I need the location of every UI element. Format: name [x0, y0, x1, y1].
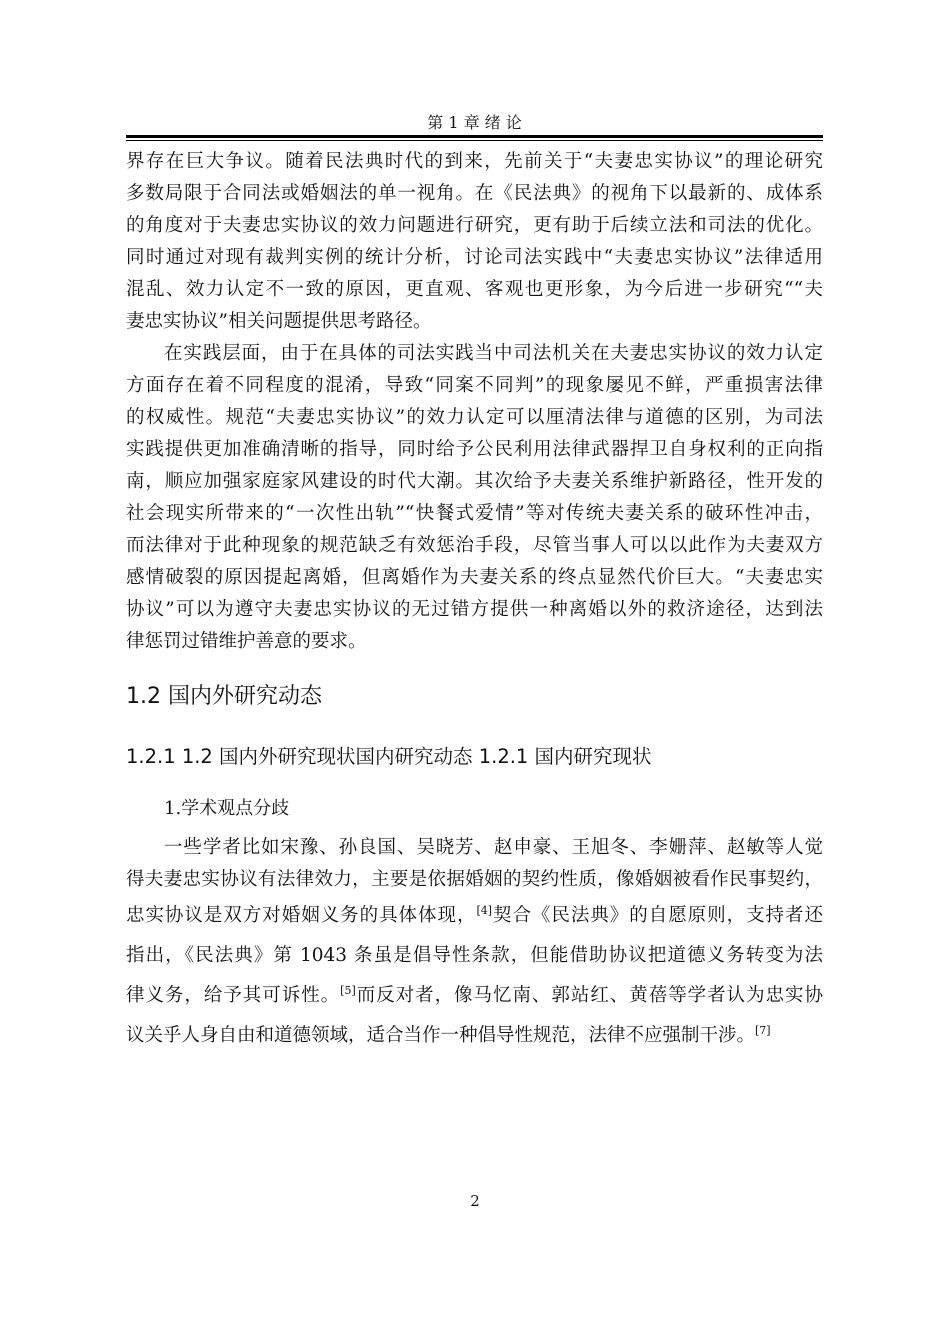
- text-line: 的角度对于夫妻忠实协议的效力问题进行研究，更有助于后续立法和司法的优化。: [126, 215, 823, 236]
- text-line: [126, 896, 823, 936]
- section-heading: 1.2 国内外研究动态: [126, 684, 322, 709]
- text-span: 契合《民法典》的自愿原则，支持者还: [492, 905, 823, 926]
- text-span: 而反对者，像马忆南、郭站红、黄蓓等学者认为忠实协: [355, 985, 823, 1006]
- text-line: 而法律对于此种现象的规范缺乏有效惩治手段，尽管当事人可以以此作为夫妻双方: [126, 535, 823, 556]
- header-rule-thin: [126, 140, 823, 141]
- text-span: 忠实协议是双方对婚姻义务的具体体现，: [126, 905, 477, 926]
- text-line: 感情破裂的原因提起离婚，但离婚作为夫妻关系的终点显然代价巨大。“夫妻忠实: [126, 567, 823, 588]
- text-line: 妻忠实协议”相关问题提供思考路径。: [126, 311, 432, 332]
- text-span: 律义务，给予其可诉性。: [126, 985, 341, 1006]
- text-line: 律惩罚过错维护善意的要求。: [126, 631, 367, 652]
- text-line: 多数局限于合同法或婚姻法的单一视角。在《民法典》的视角下以最新的、成体系: [126, 183, 823, 204]
- text-line: [126, 1016, 823, 1056]
- text-line: 指出，《民法典》第 1043 条虽是倡导性条款，但能借助协议把道德义务转变为法: [126, 945, 823, 966]
- paragraph-continuation: [126, 146, 823, 338]
- text-line: 方面存在着不同程度的混淆，导致“同案不同判”的现象屡见不鲜，严重损害法律: [126, 375, 823, 396]
- text-line: 混乱、效力认定不一致的原因，更直观、客观也更形象，为今后进一步研究““夫: [126, 279, 823, 300]
- header-rule-thick: [126, 135, 823, 138]
- text-line: 南，顺应加强家庭家风建设的时代大潮。其次给予夫妻关系维护新路径，性开发的: [126, 471, 823, 492]
- text-line: 在实践层面，由于在具体的司法实践当中司法机关在夫妻忠实协议的效力认定: [164, 343, 823, 364]
- text-line: 一些学者比如宋豫、孙良国、吴晓芳、赵申豪、王旭冬、李姗萍、赵敏等人觉: [164, 837, 823, 858]
- text-line: 的权威性。规范“夫妻忠实协议”的效力认定可以厘清法律与道德的区别，为司法: [126, 407, 823, 428]
- text-line: 同时通过对现有裁判实例的统计分析，讨论司法实践中“夫妻忠实协议”法律适用: [126, 247, 823, 268]
- page-body: [126, 146, 823, 1056]
- text-span: 议关乎人身自由和道德领域，适合当作一种倡导性规范，法律不应强制干涉。: [126, 1025, 756, 1046]
- text-line: 得夫妻忠实协议有法律效力，主要是依据婚姻的契约性质，像婚姻被看作民事契约，: [126, 869, 823, 890]
- text-line: [126, 976, 823, 1016]
- sub-subsection-heading: 1.学术观点分歧: [164, 798, 290, 819]
- citation-ref: [7]: [755, 1023, 771, 1037]
- paragraph-practice: [126, 338, 823, 658]
- page-number: 2: [470, 1192, 480, 1210]
- subsection-heading: 1.2.1 1.2 国内外研究现状国内研究动态 1.2.1 国内研究现状: [126, 745, 652, 768]
- running-header: 第 1 章 绪 论: [427, 113, 522, 132]
- text-line: 协议”可以为遵守夫妻忠实协议的无过错方提供一种离婚以外的救济途径，达到法: [126, 599, 823, 620]
- text-line: 界存在巨大争议。随着民法典时代的到来，先前关于“夫妻忠实协议”的理论研究: [126, 151, 823, 172]
- text-line: 实践提供更加准确清晰的指导，同时给予公民利用法律武器捍卫自身权利的正向指: [126, 439, 823, 460]
- citation-ref: [5]: [340, 983, 356, 997]
- text-line: 社会现实所带来的“一次性出轨”“快餐式爱情”等对传统夫妻关系的破环性冲击，: [126, 503, 823, 524]
- citation-ref: [4]: [476, 903, 493, 917]
- paragraph-scholarly-views: [126, 832, 823, 1056]
